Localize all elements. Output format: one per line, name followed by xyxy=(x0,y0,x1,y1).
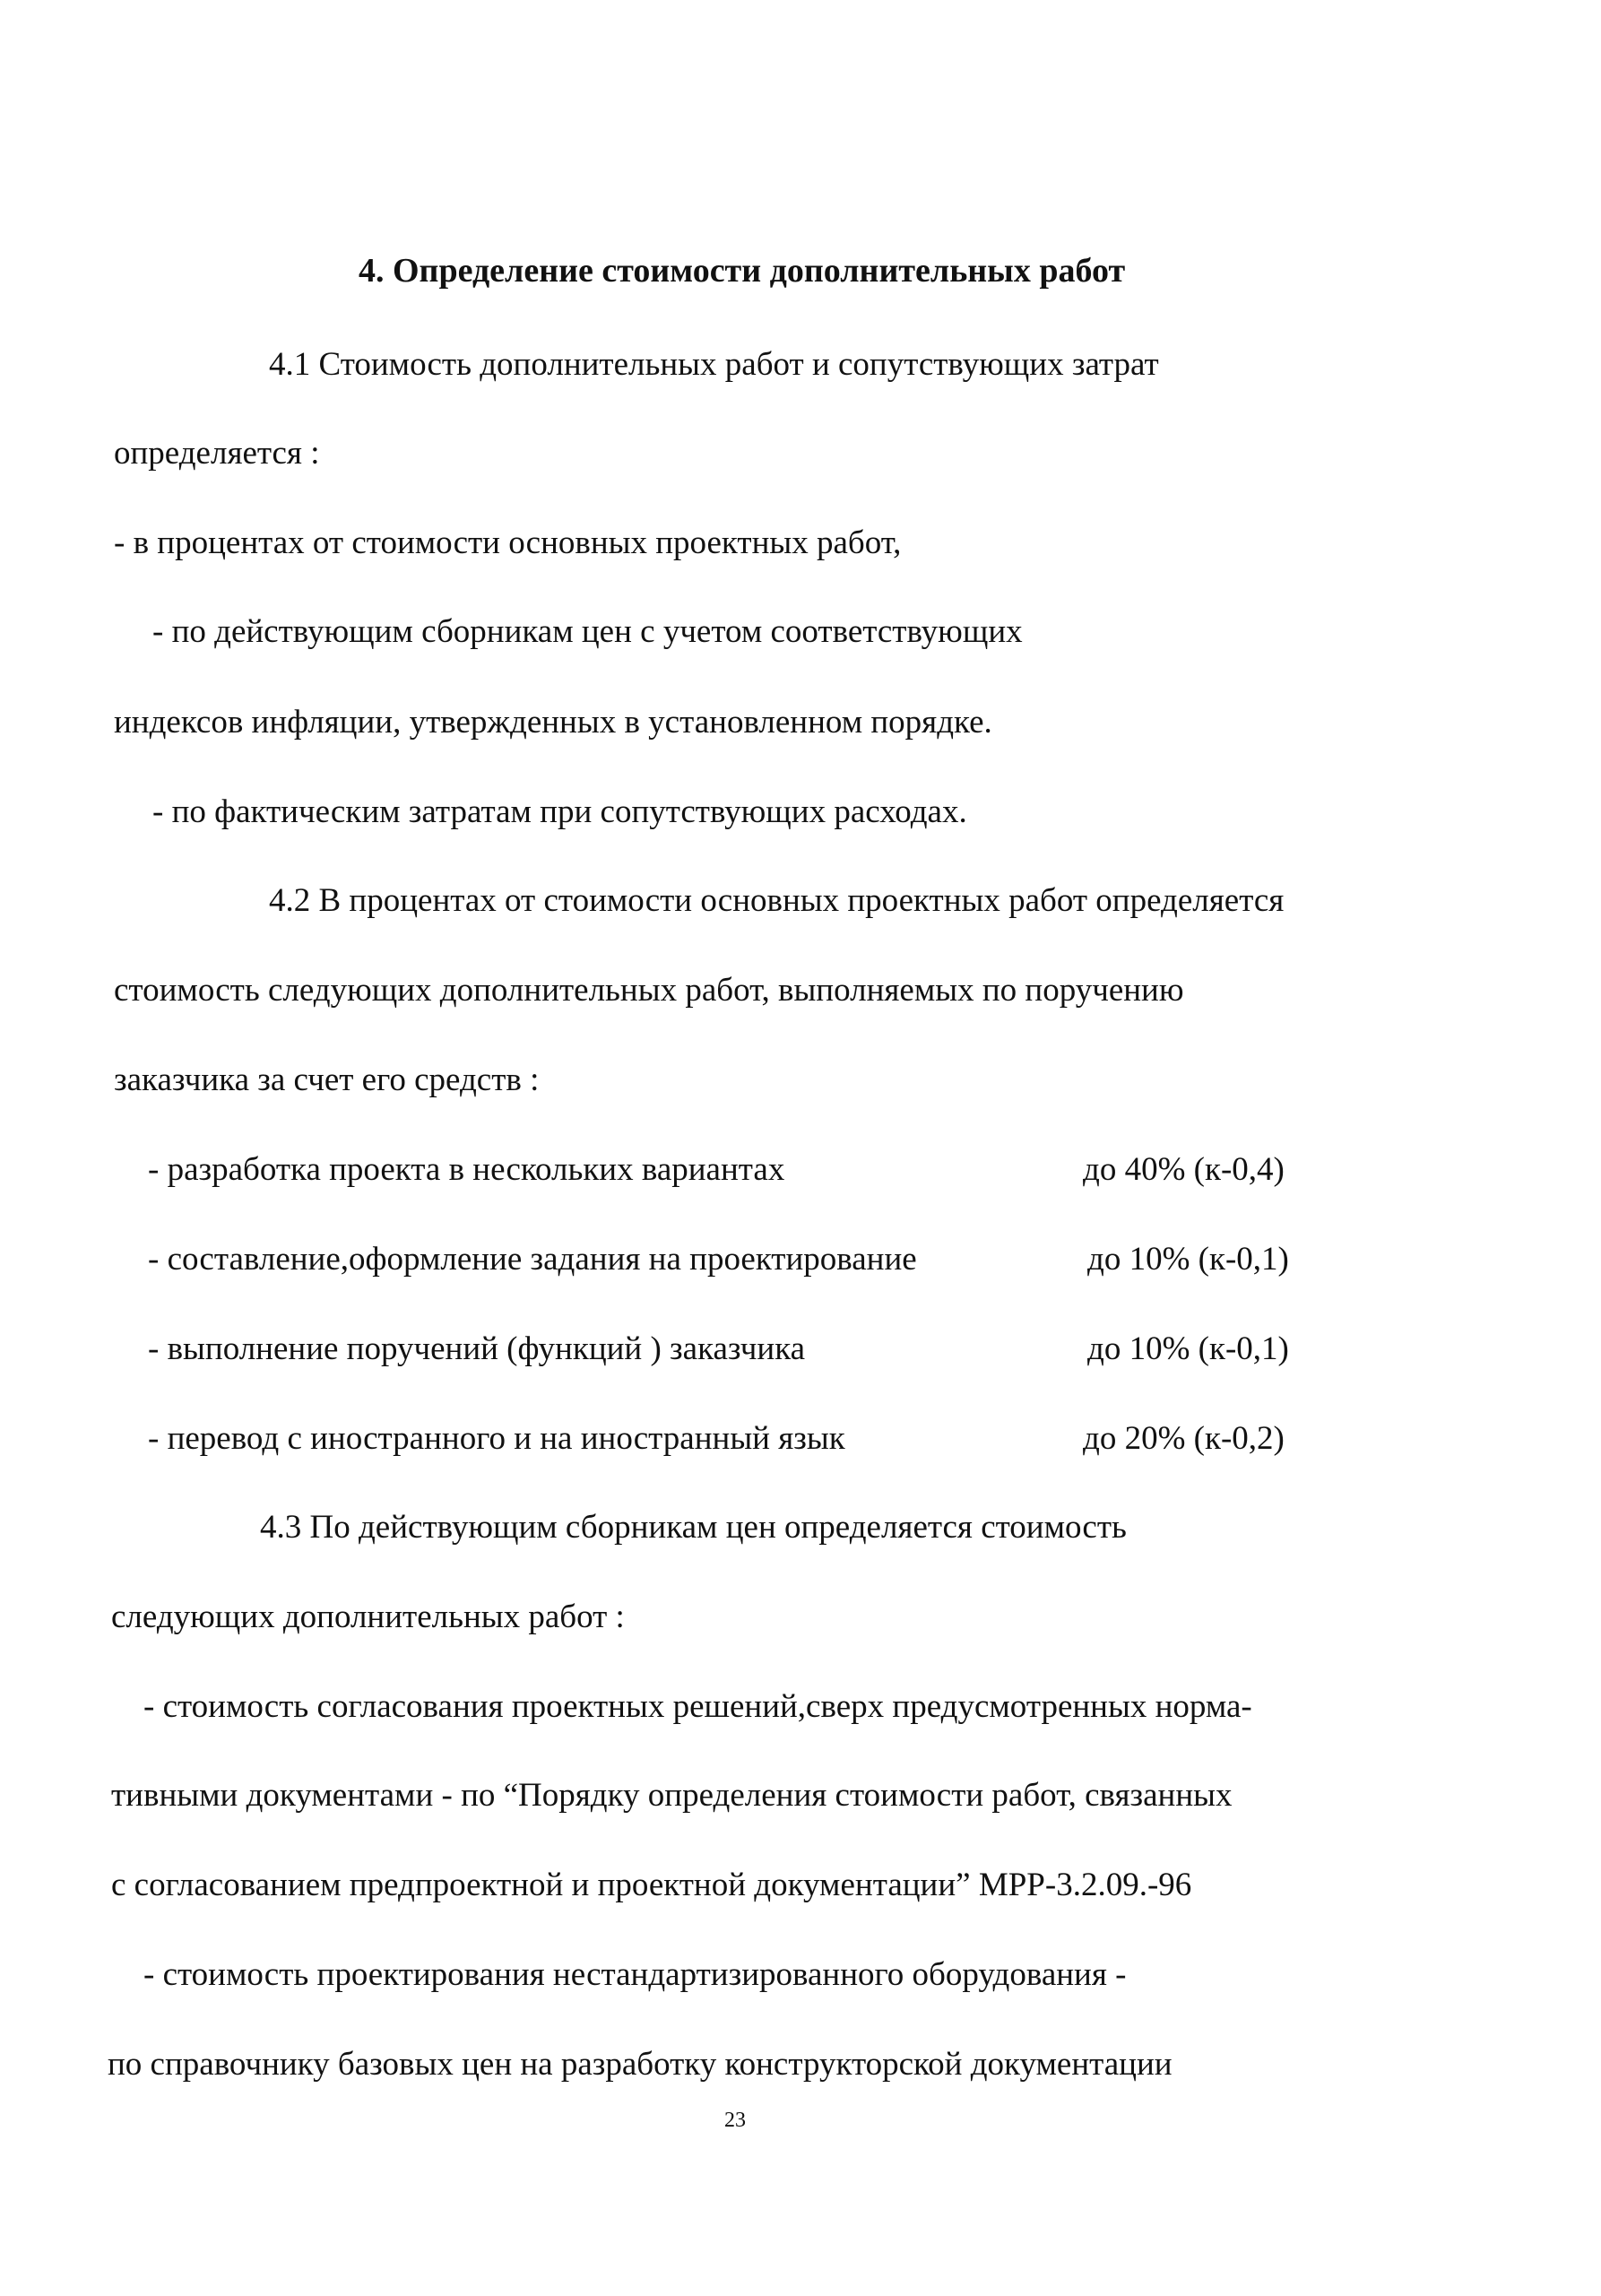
list-item-label: - перевод с иностранного и на иностранный язык xyxy=(148,1420,845,1457)
list-item-value-wrap xyxy=(1087,1330,1289,1369)
para-4-3-line-6: - стоимость проектирования нестандартизированного оборудования - xyxy=(143,1956,1127,1993)
para-4-1-line-2: определяется : xyxy=(114,435,320,472)
section-heading: 4. Определение стоимости дополнительных работ xyxy=(359,252,1126,290)
list-item-label: - составление,оформление задания на проектирование xyxy=(148,1241,917,1278)
page-number: 23 xyxy=(724,2109,746,2132)
para-4-2-line-3: заказчика за счет его средств : xyxy=(114,1061,540,1098)
para-4-1-line-4: - по действующим сборникам цен с учетом соответствующих xyxy=(152,613,1023,650)
list-item-value-wrap xyxy=(1083,1419,1285,1459)
para-4-2-line-1: 4.2 В процентах от стоимости основных проектных работ определяется xyxy=(269,882,1285,919)
list-item-value: до 10% (к-0,1) xyxy=(1087,1241,1289,1278)
para-4-2-line-2: стоимость следующих дополнительных работ, выполняемых по поручению xyxy=(114,972,1184,1009)
para-4-3-line-3: - стоимость согласования проектных решений,сверх предусмотренных норма- xyxy=(143,1688,1252,1725)
list-item xyxy=(148,1330,805,1369)
list-item-value: до 20% (к-0,2) xyxy=(1083,1420,1285,1457)
list-item xyxy=(148,1419,845,1459)
para-4-1-line-6: - по фактическим затратам при сопутствующих расходах. xyxy=(152,793,967,830)
para-4-3-line-4: тивными документами - по “Порядку определения стоимости работ, связанных xyxy=(111,1777,1233,1814)
list-item-value: до 40% (к-0,4) xyxy=(1083,1151,1285,1188)
list-item-value-wrap xyxy=(1087,1240,1289,1279)
list-item-label: - выполнение поручений (функций ) заказчика xyxy=(148,1330,806,1367)
para-4-3-line-2: следующих дополнительных работ : xyxy=(111,1599,625,1635)
para-4-1-line-5: индексов инфляции, утвержденных в установленном порядке. xyxy=(114,704,992,741)
list-item-value-wrap xyxy=(1083,1150,1285,1190)
list-item-value: до 10% (к-0,1) xyxy=(1087,1330,1289,1367)
para-4-3-line-5: с согласованием предпроектной и проектной документации” МРР-3.2.09.-96 xyxy=(111,1867,1192,1903)
para-4-1-line-1: 4.1 Стоимость дополнительных работ и сопутствующих затрат xyxy=(269,346,1159,383)
para-4-3-line-1: 4.3 По действующим сборникам цен определяется стоимость xyxy=(260,1509,1127,1546)
list-item xyxy=(148,1150,784,1190)
para-4-1-line-3: - в процентах от стоимости основных проектных работ, xyxy=(114,524,902,561)
list-item-label: - разработка проекта в нескольких вариантах xyxy=(148,1151,785,1188)
para-4-3-line-7: по справочнику базовых цен на разработку конструкторской документации xyxy=(108,2046,1173,2083)
list-item xyxy=(148,1240,917,1279)
